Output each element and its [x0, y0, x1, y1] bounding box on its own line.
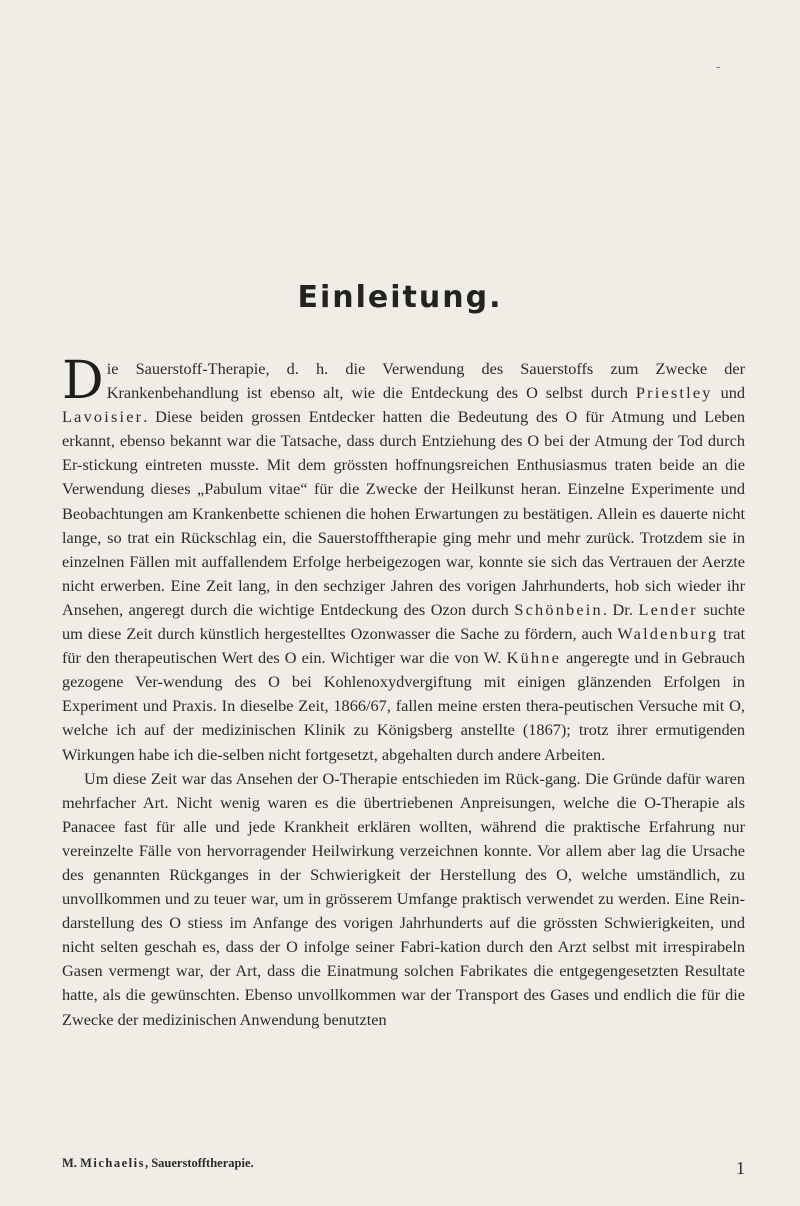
chapter-body: [62, 351, 746, 1032]
name-schoenbein: Schönbein: [514, 599, 603, 619]
paragraph-1-text: ie Sauerstoff-Therapie, d. h. die Verwendung des Sauerstoffs zum Zwecke der Krankenbehandlung ist ebenso alt, wie die Entdeckung des O selbst durch: [106, 359, 745, 403]
footer-citation: [62, 1156, 254, 1170]
paragraph-1-text: . Dr.: [602, 599, 639, 619]
footer-author: Michaelis: [80, 1156, 145, 1170]
paragraph-1-text: suchte um diese Zeit durch künstlich hergestelltes Ozonwasser die Sache zu fördern, auch: [62, 599, 746, 644]
paragraph-1-text: . Diese beiden grossen Entdecker hatten die Bedeutung des O für Atmung und Leben erkannt, ebenso bekannt war die Tatsache, dass durch Entziehung des O bei der Atmung der Tod durch Er-stickung eintreten musste. Mit dem grössten hoffnungsreichen Enthusiasmus traten beide an die Verwendung dieses „Pabulum vitae“ für die Zwecke der Heilkunst heran. Einzelne Experimente und Beobachtungen am Krankenbette schienen die hohen Erwartungen zu bestätigen. Allein es dauerte nicht lange, so trat ein Rückschlag ein, die Sauerstofftherapie ging mehr und mehr zurück. Trotzdem sie in einzelnen Fällen mit auffallendem Erfolge herbeigezogen war, konnte sie sich das Vertrauen der Aerzte nicht erwerben. Eine Zeit lang, in den sechziger Jahren des vorigen Jahrhunderts, hob sich wieder ihr Ansehen, angeregt durch die wichtige Entdeckung des Ozon durch: [62, 407, 745, 619]
paragraph-1-text: trat für den therapeutischen Wert des O ein. Wichtiger war die von W.: [62, 624, 745, 668]
page-number: 1: [736, 1158, 745, 1178]
paragraph-2: Um diese Zeit war das Ansehen der O-Therapie entschieden im Rück-gang. Die Gründe dafür waren mehrfacher Art. Nicht wenig waren es die übertriebenen Anpreisungen, welche die O-Therapie als Panacee fast für alle und jede Krankheit erklären wollten, während die praktische Erfahrung nur vereinzelte Fälle von hervorragender Heilwirkung verzeichnen konnte. Vor allem aber lag die Ursache des genannten Rückganges in der Schwierigkeit der Herstellung des O, welche umständlich, zu unvollkommen und zu teuer war, um in grösserem Umfange praktisch verwendet zu werden. Eine Rein-darstellung des O stiess im Anfange des vorigen Jahrhunderts auf die grössten Schwierigkeiten, und nicht selten geschah es, dass der O infolge seiner Fabri-kation durch den Arzt selbst mit irrespirabeln Gasen vermengt war, der Art, dass die Einatmung solchen Fabrikates die entgegengesetzten Resultate hatte, als die gewünschten. Ebenso unvollkommen war der Transport des Gases und endlich die für die Zwecke der medizinischen Anwendung benutzten: [62, 768, 745, 1029]
chapter-title: Einleitung.: [297, 280, 503, 315]
name-kuehne: Kühne: [506, 648, 562, 668]
drop-cap: D: [62, 351, 104, 411]
paragraph-1-text: angeregte und in Gebrauch gezogene Ver-wendung des O bei Kohlenoxydvergiftung mit einigen glänzenden Erfolgen in Experiment und Praxis. In dieselbe Zeit, 1866/67, fallen meine ersten thera-peutischen Versuche mit O, welche ich auf der medizinischen Klinik zu Königsberg anstellte (1867); trotz ihrer ermutigenden Wirkungen habe ich die-selben nicht fortgesetzt, abgehalten durch andere Arbeiten.: [62, 648, 746, 764]
name-lavoisier: Lavoisier: [62, 407, 144, 427]
name-priestley: Priestley: [635, 383, 713, 403]
name-waldenburg: Waldenburg: [617, 624, 719, 644]
footer-prefix: M.: [62, 1156, 81, 1170]
margin-mark: -: [716, 60, 721, 74]
page-footer: [62, 1154, 745, 1178]
paragraph-1-text: und: [712, 383, 745, 403]
footer-book: , Sauerstofftherapie.: [144, 1156, 254, 1170]
paragraph-1: [62, 351, 746, 767]
name-lender: Lender: [638, 599, 698, 619]
